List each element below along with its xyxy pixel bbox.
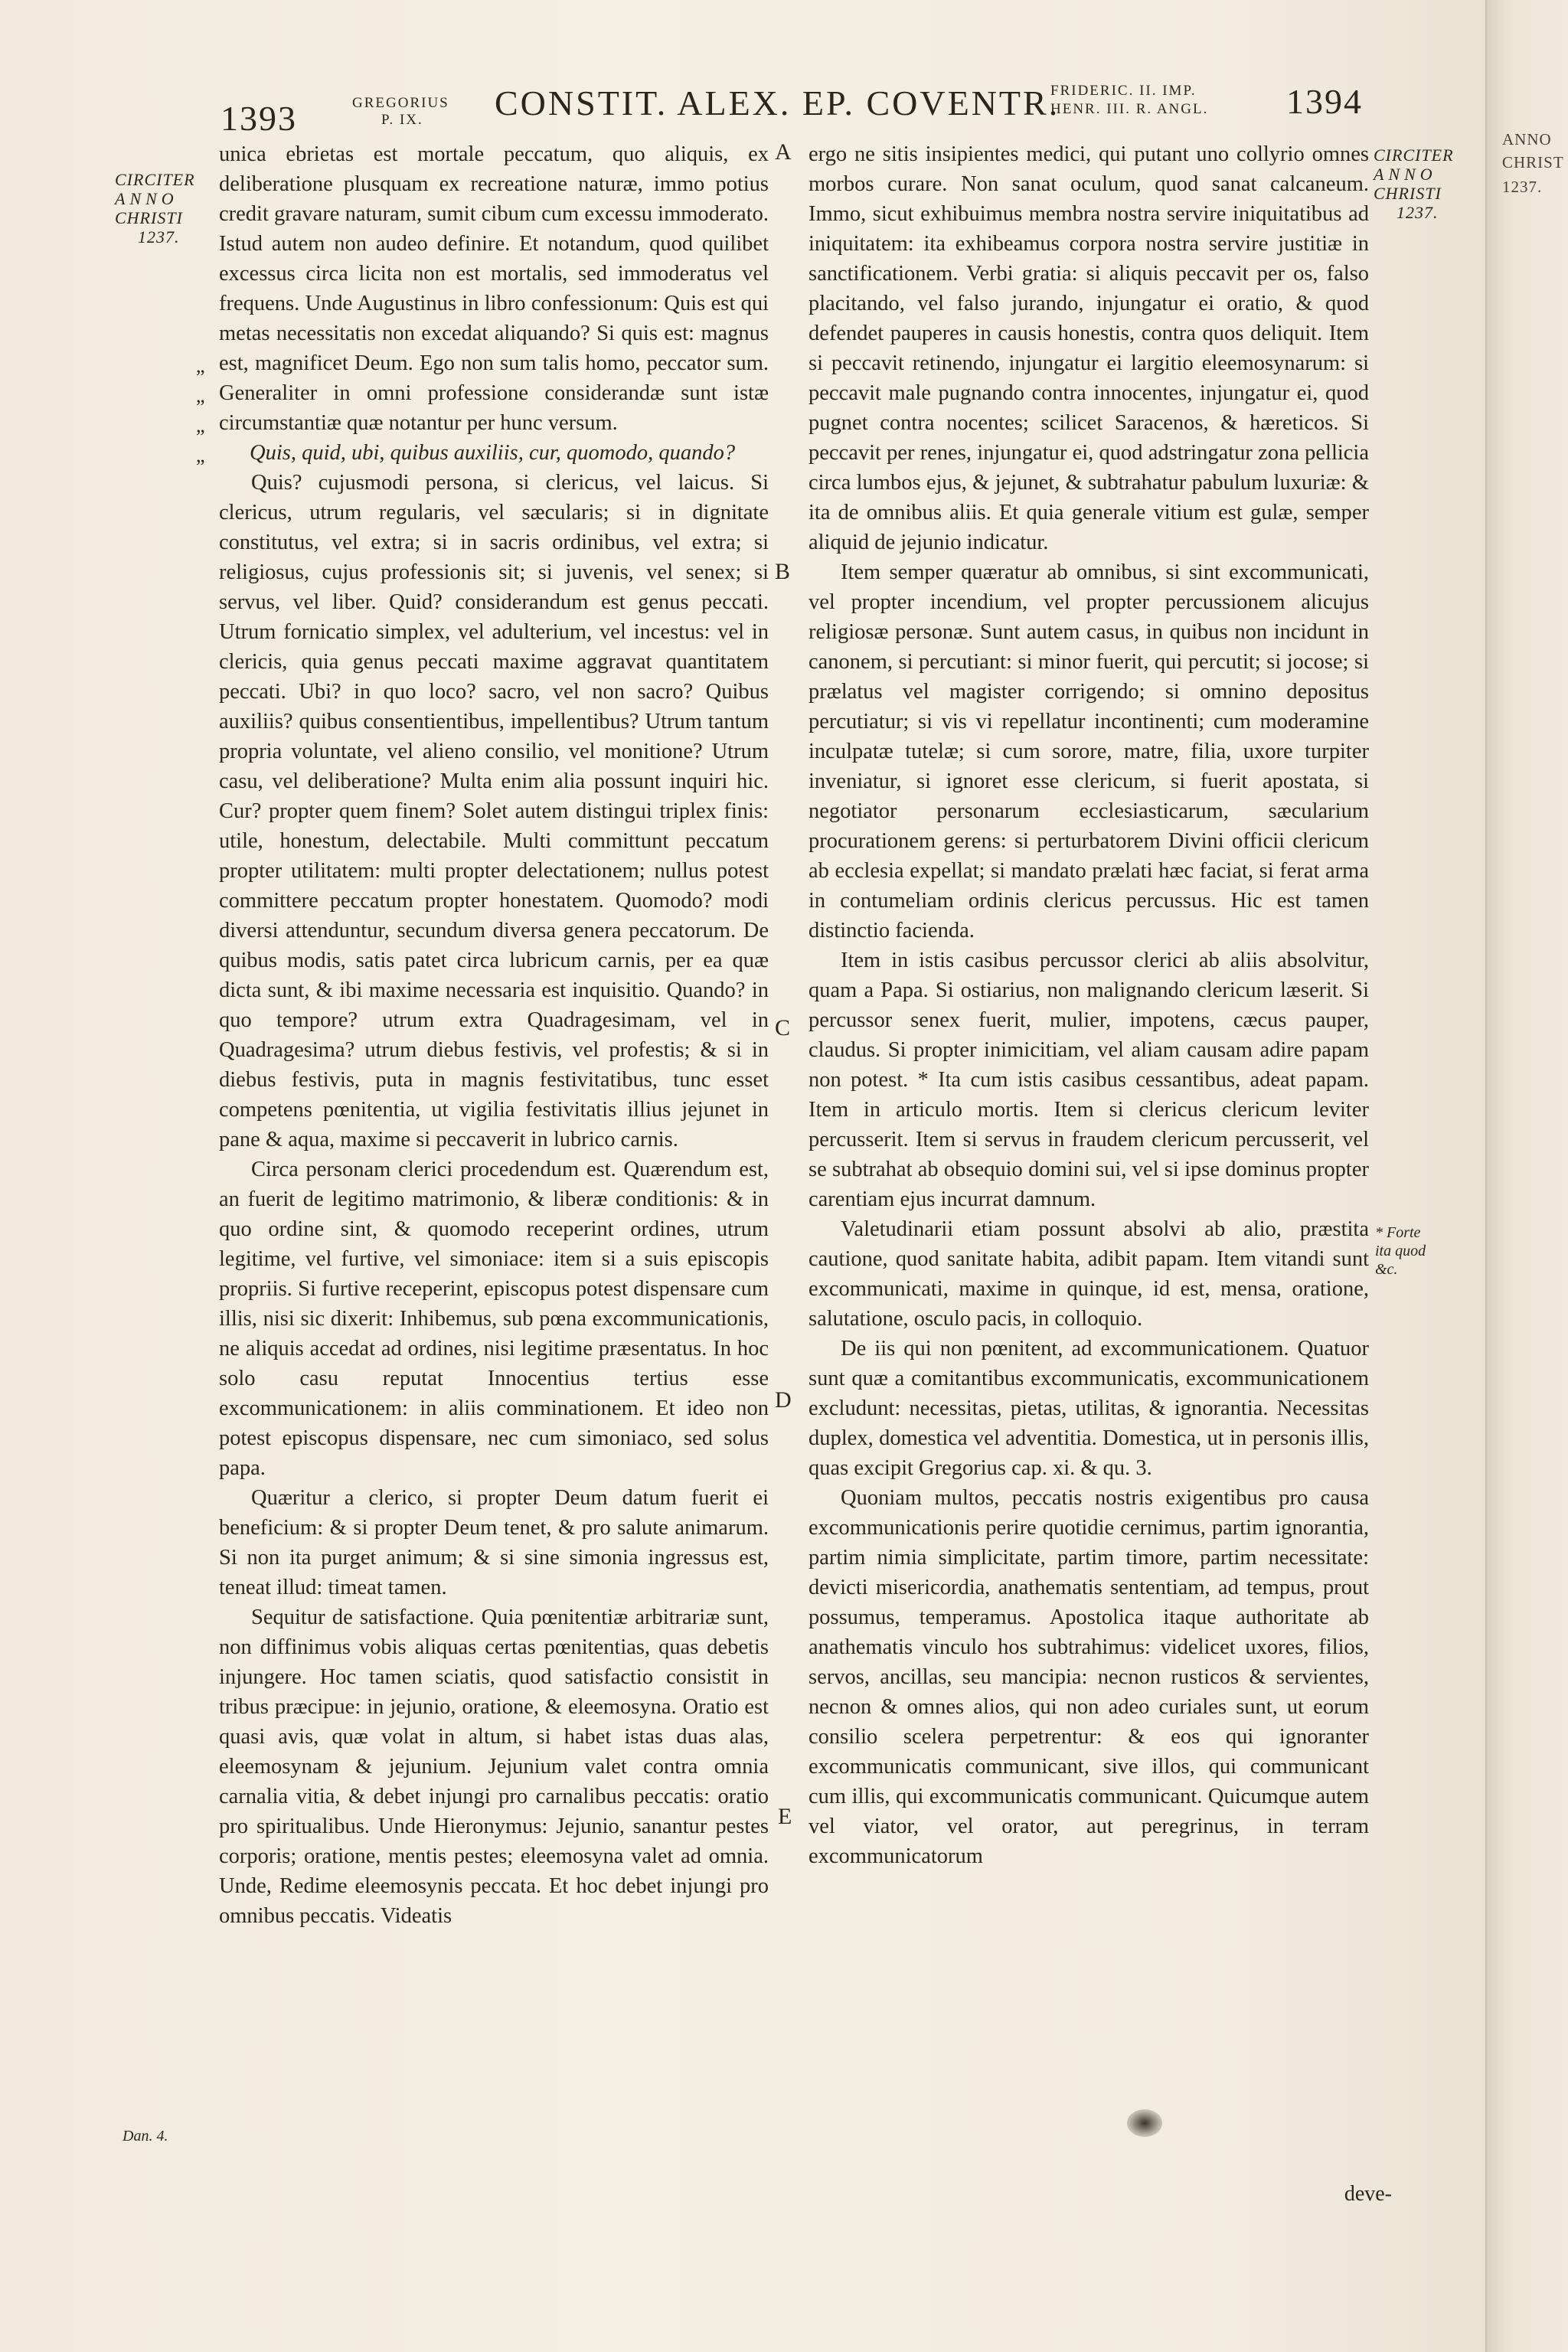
paragraph: Item in istis casibus percussor clerici ab aliis absolvitur, quam a Papa. Si ostiarius, non malignando clericum læserit. Si percussor senex fuerit, mulier, impotens, cæcus pauper, claudus. Si propter inimicitiam, vel aliam causam adire papam non potest. * Ita cum istis casibus cessantibus, adeat papam. Item in articulo mortis. Item si clericus clericum leviter percusserit. Item si servus in fraudem clericum percusserit, vel se subtrahat ab obsequio domini sui, vel si ipse dominus propter carentiam ejus incurrat damnum. [808,949,1369,1211]
header-pope: GREGORIUS [352,95,449,111]
paragraph: Quæritur a clerico, si propter Deum datum fuerit ei beneficium: & si propter Deum tenet, & pro salute animarum. Si non ita purget animum; & si sine simonia ingressus est, teneat illud: timeat tamen. [219,1486,769,1599]
scripture-reference: Dan. 4. [122,2128,168,2145]
header-emperor: FRIDERIC. II. IMP. [1050,83,1197,99]
section-letter-e: E [778,1804,792,1829]
quote-mark-2: „ [196,384,205,407]
section-letter-a: A [775,139,792,165]
edge-circiter-3: 1237. [1502,178,1543,196]
left-circiter: CIRCITER ANNO CHRISTI 1237. [115,170,195,247]
ink-smudge [1127,2109,1162,2137]
quote-mark-4: „ [196,444,205,466]
left-text-column [219,139,769,1931]
paragraph: ergo ne sitis insipientes medici, qui putant uno collyrio omnes morbos curare. Non sanat oculum, quod sanat calcaneum. Immo, sicut exhibuimus membra nostra servire iniquitatibus ad iniquitatem: ita exhibeamus corpora nostra servire justitiæ in sanctificationem. Verbi gratia: si aliquis peccavit per os, falso placitando, vel falso jurando, injungatur ei oratio, & quod defendet pauperes in causis honestis, contra quos deliquit. Item si peccavit retinendo, injungatur ei largitio eleemosynarum: si peccavit male pugnando contra innocentes, injungatur ei, quod pugnet contra nocentes; scilicet Saracenos, & hæreticos. Si peccavit per renes, injungatur ei, quod adstringatur zona pellicia circa lumbos ejus, & jejunet, & subtrahatur pabulum luxuriæ: & ita de omnibus aliis. Et quia generale vitium est gulæ, semper aliquid de jejunio indicatur. [808,142,1369,554]
section-letter-d: D [775,1387,792,1413]
paragraph: Item semper quæratur ab omnibus, si sint excommunicati, vel propter incendium, vel propter percussionem alicujus religiosæ personæ. Sunt autem casus, in quibus non incidunt in canonem, si percutiant: si minor fuerit, qui percutit; si jocose; si prælatus vel magister corrigendo; si omnino depositus percutiatur; si vis vi repellatur incontinenti; cum moderamine inculpatæ tutelæ; si cum sorore, matre, filia, uxore turpiter inveniatur, si ignoret esse clericum, si fuerit apostata, si negotiator personarum ecclesiasticarum, sæcularium procurationem gerens: si perturbatorem Divini officii clericum ab ecclesia expellat; si mandato prælati hæc faciat, si ferat arma in contumeliam ordinis clericus percussus. Hic est tamen distinctio facienda. [808,560,1369,942]
section-letter-b: B [775,559,791,584]
header-title: CONSTIT. ALEX. EP. COVENTR. [495,83,1060,122]
edge-circiter-2: CHRIST [1502,153,1564,172]
paragraph: Quoniam multos, peccatis nostris exigentibus pro causa excommunicationis perire quotidie cernimus, partim ignorantia, partim nimia simplicitate, partim timore, partim necessitate: devicti misericordia, anathematis sententiam, ad tempus, prout possumus, temperamus. Apostolica itaque authoritate ab anathematis vinculo hos subtrahimus: videlicet uxores, filios, servos, ancillas, seu mancipia: necnon rusticos & servientes, necnon & omnes alios, qui non adeo curiales sunt, ut eorum consilio scelera perpetrentur: & eos qui ignoranter excommunicatis communicant, sive illos, qui communicant cum illis, qui excommunicatis communicant. Quicumque autem vel viator, vel orator, aut peregrinus, in terram excommunicatorum [808,1486,1369,1868]
paragraph: De iis qui non pœnitent, ad excommunicationem. Quatuor sunt quæ a comitantibus excommunicatis, excommunicationem excludunt: necessitas, pietas, utilitas, & ignorantia. Necessitas duplex, domestica vel adventitia. Domestica, ut in personis illis, quas excipit Gregorius cap. xi. & qu. 3. [808,1337,1369,1480]
paragraph: Circa personam clerici procedendum est. Quærendum est, an fuerit de legitimo matrimonio, & liberæ conditionis: & in quo ordine sint, & quomodo receperint ordines, utrum legitime, vel furtive, vel simoniace: item si a suis episcopis propriis. Si furtive receperint, episcopus potest dispensare cum illis, nisi sic dixerit: Inhibemus, sub pœna excommunicationis, ne aliquis accedat ad ordines, nisi legitime præsentatus. In hoc solo casu reputat Innocentius tertius esse excommunicationem: in aliis comminationem. Et ideo non potest episcopus dispensare, nec cum simoniaco, sed solus papa. [219,1158,769,1480]
right-circiter: CIRCITER ANNO CHRISTI 1237. [1374,145,1454,222]
paragraph: Valetudinarii etiam possunt absolvi ab alio, præstita cautione, quod sanitate habita, adibit papam. Item vitandi sunt excommunicati, maxime in quinque, id est, mensa, oratione, salutatione, osculo pacis, in colloquio. [808,1217,1369,1331]
side-note: * Forte ita quod &c. [1375,1224,1426,1278]
catchword: deve- [1344,2182,1392,2206]
paragraph: Sequitur de satisfactione. Quia pœnitentiæ arbitrariæ sunt, non diffinimus vobis aliquas certas pœnitentias, quas debetis injungere. Hoc tamen sciatis, quod satisfactio consistit in tribus præcipue: in jejunio, oratione, & eleemosyna. Oratio est quasi avis, quæ volat in altum, si habet istas duas alas, eleemosynam & jejunium. Jejunium valet contra omnia carnalia vitia, & debet injungi pro carnalibus peccatis: oratio pro spiritualibus. Unde Hieronymus: Jejunio, sanantur pestes corporis; oratione, mentis pestes; eleemosyna valet ad omnia. Unde, Redime eleemosynis peccata. Et hoc debet injungi pro omnibus peccatis. Videatis [219,1606,769,1928]
paragraph: unica ebrietas est mortale peccatum, quo aliquis, ex deliberatione plusquam ex recreatione naturæ, immo potius credit gravare naturam, sumit cibum cum excessu immoderato. Istud autem non audeo definire. Et notandum, quod quilibet excessus circa licita non est mortalis, sed immoderatus vel frequens. Unde Augustinus in libro confessionum: Quis est qui metas necessitatis non excedat aliquando? Si quis est: magnus est, magnificet Deum. Ego non sum talis homo, peccator sum. Generaliter in omni professione considerandæ sunt istæ circumstantiæ quæ notantur per hunc versum. [219,142,769,435]
right-page-number: 1394 [1286,82,1363,121]
edge-circiter-1: ANNO [1502,130,1552,149]
section-letter-c: C [775,1015,791,1040]
quote-mark-3: „ [196,414,205,436]
next-page-edge [1485,0,1568,2352]
mnemonic-verse: Quis, quid, ubi, quibus auxiliis, cur, quomodo, quando? [250,441,736,465]
header-pope-number: P. IX. [381,112,423,128]
running-header [0,77,1485,138]
header-king: HENR. III. R. ANGL. [1050,101,1209,117]
paragraph: Quis? cujusmodi persona, si clericus, vel laicus. Si clericus, utrum regularis, vel sæcularis; si in dignitate constitutus, vel extra; si in sacris ordinibus, vel extra; si religiosus, cujus professionis sit; si juvenis, vel senex; si servus, vel liber. Quid? considerandum est genus peccati. Utrum fornicatio simplex, vel adulterium, vel incestus: vel in clericis, quia genus peccati maxime aggravat quantitatem peccati. Ubi? in quo loco? sacro, vel non sacro? Quibus auxiliis? quibus consentientibus, impellentibus? Utrum tantum propria voluntate, vel alieno consilio, vel monitione? Utrum casu, vel deliberatione? Multa enim alia possunt inquiri hic. Cur? propter quem finem? Solet autem distingui triplex finis: utile, honestum, delectabile. Multi committunt peccatum propter utilitatem: multi propter delectationem; nullus potest committere peccatum propter honestatem. Quomodo? modi diversi attenduntur, secundum diversa genera peccatorum. De quibus modis, satis patet circa lubricum carnis, per ea quæ dicta sunt, & ibi maxime necessaria est inquisitio. Quando? in quo tempore? utrum extra Quadragesimam, vel in Quadragesima? utrum diebus festivis, vel profestis; & si in diebus festivis, puta in magnis festivitatibus, tunc esset competens pœnitentia, ut vigilia festivitatis illius jejunet in pane & aqua, maxime si peccaverit in lubrico carnis. [219,471,769,1152]
quote-mark-1: „ [196,354,205,377]
right-text-column [808,139,1369,1871]
left-page-number: 1393 [220,99,297,138]
